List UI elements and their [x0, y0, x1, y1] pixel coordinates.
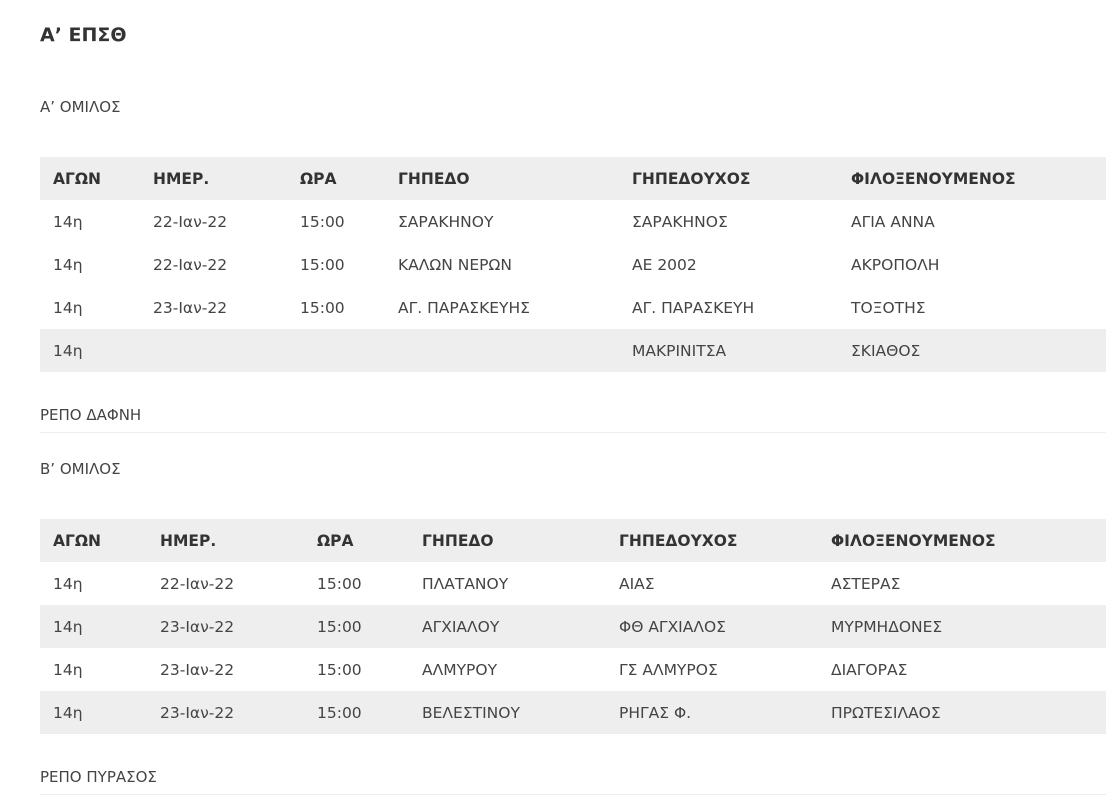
cell-venue: ΒΕΛΕΣΤΙΝΟΥ: [409, 691, 606, 734]
cell-venue: ΑΛΜΥΡΟΥ: [409, 648, 606, 691]
cell-date: 23-Ιαν-22: [147, 605, 304, 648]
cell-away: ΔΙΑΓΟΡΑΣ: [818, 648, 1106, 691]
cell-time: [287, 329, 385, 372]
cell-time: 15:00: [304, 648, 409, 691]
header-match: ΑΓΩΝ: [40, 157, 140, 200]
cell-date: 22-Ιαν-22: [147, 562, 304, 605]
cell-away: ΠΡΩΤΕΣΙΛΑΟΣ: [818, 691, 1106, 734]
group-b-bye: ΡΕΠΟ ΠΥΡΑΣΟΣ: [40, 768, 157, 786]
cell-venue: ΣΑΡΑΚΗΝΟΥ: [385, 200, 619, 243]
cell-home: ΑΕ 2002: [619, 243, 838, 286]
cell-date: [140, 329, 287, 372]
group-b-table: [40, 519, 1106, 734]
table-row: [40, 286, 1106, 329]
cell-date: 22-Ιαν-22: [140, 243, 287, 286]
group-a-table: [40, 157, 1106, 372]
header-date: ΗΜΕΡ.: [140, 157, 287, 200]
table-row: [40, 562, 1106, 605]
cell-venue: ΑΓ. ΠΑΡΑΣΚΕΥΗΣ: [385, 286, 619, 329]
cell-time: 15:00: [304, 562, 409, 605]
cell-time: 15:00: [287, 243, 385, 286]
divider: [40, 432, 1106, 433]
header-time: ΩΡΑ: [287, 157, 385, 200]
header-home: ΓΗΠΕΔΟΥΧΟΣ: [619, 157, 838, 200]
cell-home: ΑΓ. ΠΑΡΑΣΚΕΥΗ: [619, 286, 838, 329]
cell-home: ΦΘ ΑΓΧΙΑΛΟΣ: [606, 605, 818, 648]
table-row: [40, 605, 1106, 648]
cell-time: 15:00: [287, 200, 385, 243]
cell-date: 22-Ιαν-22: [140, 200, 287, 243]
cell-date: 23-Ιαν-22: [140, 286, 287, 329]
cell-home: ΑΙΑΣ: [606, 562, 818, 605]
table-row: [40, 648, 1106, 691]
page-title: Α’ ΕΠΣΘ: [40, 24, 127, 46]
table-row: [40, 329, 1106, 372]
group-a-label: Α’ ΟΜΙΛΟΣ: [40, 98, 121, 116]
table-row: [40, 243, 1106, 286]
table-row: [40, 691, 1106, 734]
divider: [40, 794, 1106, 795]
table-header-row: [40, 519, 1106, 562]
table-header-row: [40, 157, 1106, 200]
cell-away: ΑΚΡΟΠΟΛΗ: [838, 243, 1106, 286]
header-away: ΦΙΛΟΞΕΝΟΥΜΕΝΟΣ: [818, 519, 1106, 562]
cell-home: ΣΑΡΑΚΗΝΟΣ: [619, 200, 838, 243]
cell-time: 15:00: [287, 286, 385, 329]
cell-match: 14η: [40, 286, 140, 329]
cell-venue: ΑΓΧΙΑΛΟΥ: [409, 605, 606, 648]
cell-match: 14η: [40, 243, 140, 286]
header-time: ΩΡΑ: [304, 519, 409, 562]
cell-venue: ΚΑΛΩΝ ΝΕΡΩΝ: [385, 243, 619, 286]
cell-away: ΣΚΙΑΘΟΣ: [838, 329, 1106, 372]
header-match: ΑΓΩΝ: [40, 519, 147, 562]
cell-home: ΜΑΚΡΙΝΙΤΣΑ: [619, 329, 838, 372]
cell-away: ΜΥΡΜΗΔΟΝΕΣ: [818, 605, 1106, 648]
cell-time: 15:00: [304, 691, 409, 734]
cell-venue: [385, 329, 619, 372]
cell-match: 14η: [40, 562, 147, 605]
table-row: [40, 200, 1106, 243]
header-venue: ΓΗΠΕΔΟ: [385, 157, 619, 200]
cell-date: 23-Ιαν-22: [147, 648, 304, 691]
cell-match: 14η: [40, 691, 147, 734]
cell-match: 14η: [40, 648, 147, 691]
header-venue: ΓΗΠΕΔΟ: [409, 519, 606, 562]
cell-away: ΑΣΤΕΡΑΣ: [818, 562, 1106, 605]
cell-match: 14η: [40, 605, 147, 648]
cell-away: ΑΓΙΑ ΑΝΝΑ: [838, 200, 1106, 243]
cell-home: ΓΣ ΑΛΜΥΡΟΣ: [606, 648, 818, 691]
cell-time: 15:00: [304, 605, 409, 648]
cell-match: 14η: [40, 329, 140, 372]
cell-date: 23-Ιαν-22: [147, 691, 304, 734]
header-home: ΓΗΠΕΔΟΥΧΟΣ: [606, 519, 818, 562]
cell-match: 14η: [40, 200, 140, 243]
header-date: ΗΜΕΡ.: [147, 519, 304, 562]
cell-away: ΤΟΞΟΤΗΣ: [838, 286, 1106, 329]
group-b-label: Β’ ΟΜΙΛΟΣ: [40, 460, 121, 478]
group-a-bye: ΡΕΠΟ ΔΑΦΝΗ: [40, 406, 142, 424]
cell-home: ΡΗΓΑΣ Φ.: [606, 691, 818, 734]
header-away: ΦΙΛΟΞΕΝΟΥΜΕΝΟΣ: [838, 157, 1106, 200]
cell-venue: ΠΛΑΤΑΝΟΥ: [409, 562, 606, 605]
